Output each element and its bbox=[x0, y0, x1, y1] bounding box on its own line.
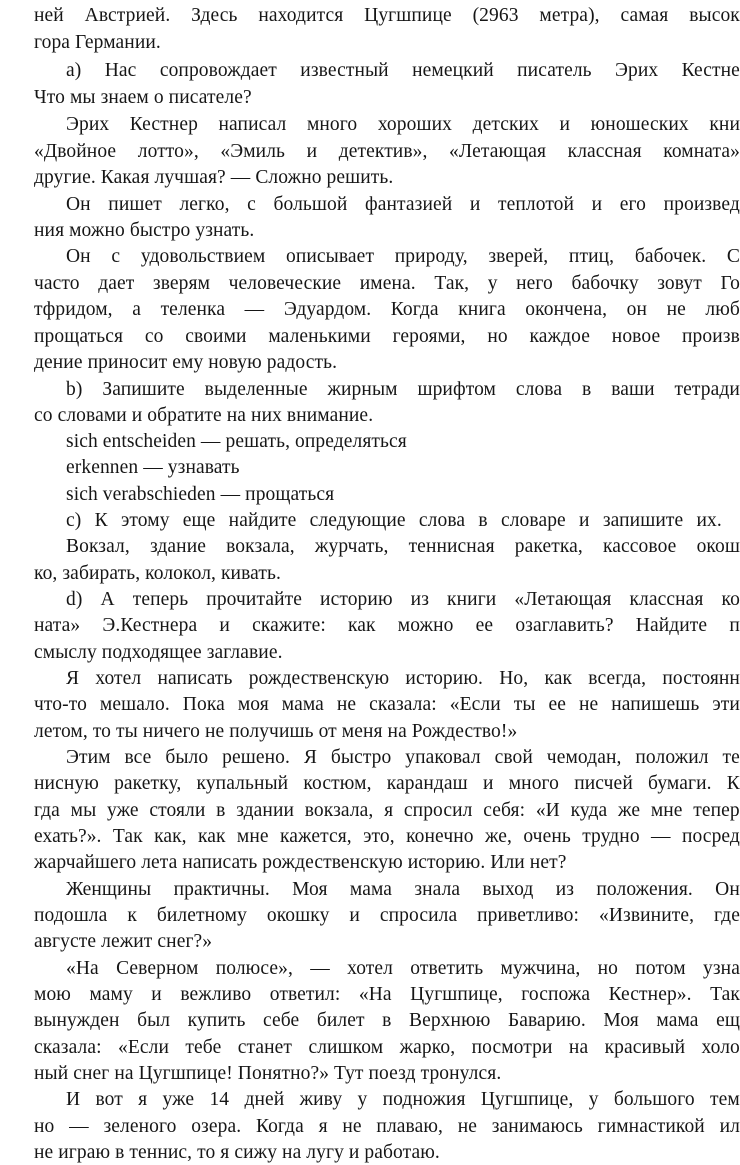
text-line: ехать?». Так как, как мне кажется, это, конечно же, очень трудно — посред bbox=[34, 826, 740, 847]
text-line: ната» Э.Кестнера и скажите: как можно ее озаглавить? Найдите п bbox=[34, 615, 740, 636]
text-line: жарчайшего лета написать рождественскую историю. Или нет? bbox=[34, 852, 567, 873]
text-line: а) Нас сопровождает известный немецкий писатель Эрих Кестне bbox=[66, 60, 740, 81]
text-line: Что мы знаем о писателе? bbox=[34, 87, 252, 108]
text-line: вынужден был купить себе билет в Верхнюю Баварию. Моя мама ещ bbox=[34, 1010, 740, 1031]
text-line: c) К этому еще найдите следующие слова в словаре и запишите их. bbox=[66, 510, 722, 531]
text-line: erkennen — узнавать bbox=[66, 457, 240, 478]
text-line: «На Северном полюсе», — хотел ответить мужчина, но потом узна bbox=[66, 958, 740, 979]
text-line: «Двойное лотто», «Эмиль и детектив», «Летающая классная комната» bbox=[34, 141, 740, 162]
text-line: прощаться со своими маленькими героями, но каждое новое произв bbox=[34, 326, 740, 347]
text-line: Я хотел написать рождественскую историю. Но, как всегда, постоянн bbox=[66, 668, 740, 689]
text-line: гда мы уже стояли в здании вокзала, я спросил себя: «И куда же мне тепер bbox=[34, 800, 740, 821]
text-line: ней Австрией. Здесь находится Цугшпице (2963 метра), самая высок bbox=[34, 5, 740, 26]
text-line: ный снег на Цугшпице! Понятно?» Тут поезд тронулся. bbox=[34, 1063, 502, 1084]
text-line: гора Германии. bbox=[34, 32, 161, 53]
text-line: подошла к билетному окошку и спросила приветливо: «Извините, где bbox=[34, 905, 740, 926]
text-line: Эрих Кестнер написал много хороших детских и юношеских кни bbox=[66, 114, 740, 135]
text-line: sich verabschieden — прощаться bbox=[66, 484, 335, 505]
text-line: b) Запишите выделенные жирным шрифтом слова в ваши тетради bbox=[66, 379, 740, 400]
text-line: Женщины практичны. Моя мама знала выход из положения. Он bbox=[66, 879, 740, 900]
text-line: sich entscheiden — решать, определяться bbox=[66, 431, 407, 452]
text-line: со словами и обратите на них внимание. bbox=[34, 405, 374, 426]
text-line: мою маму и вежливо ответил: «На Цугшпице, госпожа Кестнер». Так bbox=[34, 984, 740, 1005]
text-line: нисную ракетку, купальный костюм, карандаш и много писчей бумаги. К bbox=[34, 773, 740, 794]
text-line: Он с удовольствием описывает природу, зверей, птиц, бабочек. С bbox=[66, 246, 740, 267]
text-line: Он пишет легко, с большой фантазией и теплотой и его произвед bbox=[66, 194, 740, 215]
text-line: d) А теперь прочитайте историю из книги «Летающая классная ко bbox=[66, 589, 740, 610]
text-line: августе лежит снег?» bbox=[34, 931, 213, 952]
text-line: Этим все было решено. Я быстро упаковал свой чемодан, положил те bbox=[66, 747, 740, 768]
text-line: И вот я уже 14 дней живу у подножия Цугшпице, у большого тем bbox=[66, 1089, 740, 1110]
text-line: не играю в теннис, то я сижу на лугу и работаю. bbox=[34, 1142, 440, 1163]
text-line: Вокзал, здание вокзала, журчать, теннисная ракетка, кассовое окош bbox=[66, 536, 740, 557]
text-line: смыслу подходящее заглавие. bbox=[34, 642, 283, 663]
text-line: часто дает зверям человеческие имена. Так, у него бабочку зовут Го bbox=[34, 273, 740, 294]
text-line: летом, то ты ничего не получишь от меня на Рождество!» bbox=[34, 721, 518, 742]
text-line: дение приносит ему новую радость. bbox=[34, 352, 338, 373]
text-line: ко, забирать, колокол, кивать. bbox=[34, 563, 281, 584]
text-line: другие. Какая лучшая? — Сложно решить. bbox=[34, 167, 394, 188]
text-line: что-то мешало. Пока моя мама не сказала: «Если ты ее не напишешь эти bbox=[34, 694, 740, 715]
text-line: тфридом, а теленка — Эдуардом. Когда книга окончена, он не люб bbox=[34, 299, 740, 320]
text-line: сказала: «Если тебе станет слишком жарко, посмотри на красивый холо bbox=[34, 1037, 740, 1058]
text-line: ния можно быстро узнать. bbox=[34, 220, 255, 241]
text-line: но — зеленого озера. Когда я не плаваю, не занимаюсь гимнастикой ил bbox=[34, 1116, 740, 1137]
